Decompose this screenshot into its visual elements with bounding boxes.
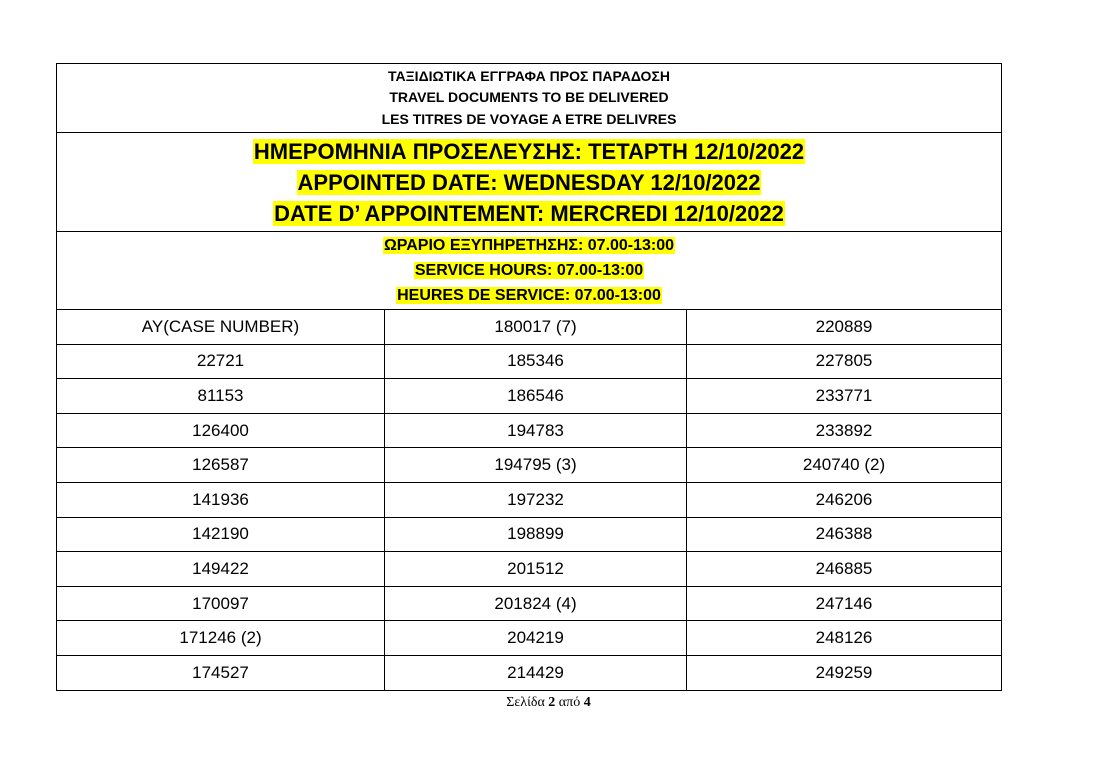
appointment-date-french: DATE D’ APPOINTEMENT: MERCREDI 12/10/2022 [274,200,784,226]
case-number-cell: 240740 (2) [687,448,1002,483]
table-row [57,413,1002,448]
table-row [57,482,1002,517]
case-number-cell: 126400 [57,413,385,448]
title-row [57,64,1002,133]
case-number-cell: 81153 [57,379,385,414]
appointment-date [57,133,1002,232]
appointment-date-greek: ΗΜΕΡΟΜΗΝΙΑ ΠΡΟΣΕΛΕΥΣΗΣ: ΤΕΤΑΡΤΗ 12/10/2022 [253,138,805,164]
table-row [57,586,1002,621]
case-number-cell: 22721 [57,344,385,379]
table-row [57,448,1002,483]
table-row [57,379,1002,414]
case-number-cell: 170097 [57,586,385,621]
case-number-cell: 248126 [687,621,1002,656]
case-number-cell: ΑΥ(CASE NUMBER) [57,310,385,345]
appointment-date-row [57,133,1002,232]
current-page-number: 2 [548,695,556,710]
title-english: TRAVEL DOCUMENTS TO BE DELIVERED [389,89,669,106]
case-number-cell: 126587 [57,448,385,483]
case-number-cell: 198899 [385,517,687,552]
page-word: Σελίδα [506,695,545,710]
travel-documents-table [56,63,1002,691]
table-row [57,517,1002,552]
appointment-date-english: APPOINTED DATE: WEDNESDAY 12/10/2022 [297,169,761,195]
case-number-cell: 201824 (4) [385,586,687,621]
of-word: από [558,695,581,710]
table-row [57,621,1002,656]
document-title [57,64,1002,133]
title-greek: ΤΑΞΙΔΙΩΤΙΚΑ ΕΓΓΡΑΦΑ ΠΡΟΣ ΠΑΡΑΔΟΣΗ [388,67,670,84]
title-french: LES TITRES DE VOYAGE A ETRE DELIVRES [381,110,677,127]
case-number-cell: 197232 [385,482,687,517]
case-number-cell: 185346 [385,344,687,379]
case-number-cell: 204219 [385,621,687,656]
case-number-cell: 180017 (7) [385,310,687,345]
total-pages-number: 4 [583,695,591,710]
case-number-cell: 194795 (3) [385,448,687,483]
case-number-cell: 201512 [385,552,687,587]
case-number-cell: 171246 (2) [57,621,385,656]
service-hours-greek: ΩΡΑΡΙΟ ΕΞΥΠΗΡΕΤΗΣΗΣ: 07.00-13:00 [383,237,675,254]
case-number-cell: 194783 [385,413,687,448]
case-number-cell: 214429 [385,655,687,690]
case-number-cell: 249259 [687,655,1002,690]
page-footer [0,695,1097,711]
table-row [57,655,1002,690]
table-row [57,344,1002,379]
case-number-cell: 149422 [57,552,385,587]
service-hours [57,232,1002,310]
case-number-cell: 220889 [687,310,1002,345]
case-number-cell: 227805 [687,344,1002,379]
case-number-cell: 246388 [687,517,1002,552]
case-number-cell: 141936 [57,482,385,517]
case-number-cell: 186546 [385,379,687,414]
case-number-cell: 246206 [687,482,1002,517]
case-number-cell: 233892 [687,413,1002,448]
case-number-cell: 233771 [687,379,1002,414]
service-hours-row [57,232,1002,310]
case-number-cell: 246885 [687,552,1002,587]
service-hours-french: HEURES DE SERVICE: 07.00-13:00 [397,287,661,304]
case-number-cell: 142190 [57,517,385,552]
case-number-cell: 247146 [687,586,1002,621]
table-row [57,552,1002,587]
case-number-cell: 174527 [57,655,385,690]
table-row [57,310,1002,345]
service-hours-english: SERVICE HOURS: 07.00-13:00 [414,262,644,279]
